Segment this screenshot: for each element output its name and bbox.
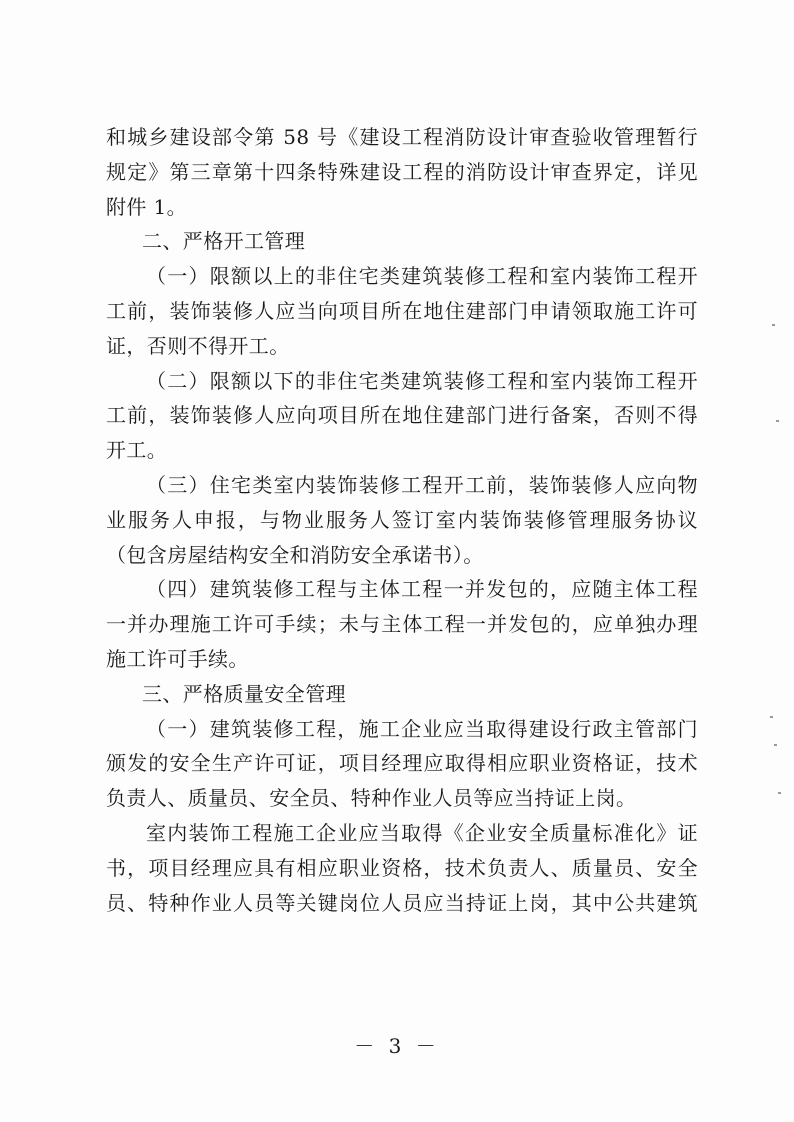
- text-line: 负责人、质量员、安全员、特种作业人员等应当持证上岗。: [106, 786, 637, 811]
- text-line: （四）建筑装修工程与主体工程一并发包的，应随主体工程: [146, 577, 698, 602]
- text-line: （三）住宅类室内装饰装修工程开工前，装饰装修人应向物: [146, 472, 698, 497]
- text-line: 证，否则不得开工。: [106, 333, 290, 358]
- text-line: 员、特种作业人员等关键岗位人员应当持证上岗，其中公共建筑: [106, 890, 698, 915]
- section-heading: 三、严格质量安全管理: [142, 681, 346, 706]
- scan-speck: [772, 324, 775, 326]
- text-line: （二）限额以下的非住宅类建筑装修工程和室内装饰工程开: [146, 368, 698, 393]
- page-number: － 3 －: [354, 1034, 440, 1058]
- body-text: [106, 120, 698, 920]
- text-line: 室内装饰工程施工企业应当取得《企业安全质量标准化》证: [146, 820, 698, 845]
- text-line: 和城乡建设部令第 58 号《建设工程消防设计审查验收管理暂行: [106, 125, 698, 149]
- text-line: 颁发的安全生产许可证，项目经理应取得相应职业资格证，技术: [106, 751, 698, 776]
- text-line: 规定》第三章第十四条特殊建设工程的消防设计审查界定，详见: [106, 159, 698, 184]
- scan-speck: [776, 420, 779, 422]
- text-line: 业服务人申报，与物业服务人签订室内装饰装修管理服务协议: [106, 507, 698, 532]
- scan-speck: [774, 744, 777, 746]
- text-line: 开工。: [106, 438, 168, 463]
- text-line: 工前，装饰装修人应向项目所在地住建部门进行备案，否则不得: [106, 403, 698, 428]
- text-line: （一）限额以上的非住宅类建筑装修工程和室内装饰工程开: [146, 264, 698, 289]
- scan-speck: [778, 792, 781, 794]
- section-heading: 二、严格开工管理: [142, 229, 306, 254]
- text-line: （一）建筑装修工程，施工企业应当取得建设行政主管部门: [146, 716, 698, 741]
- text-line: 书，项目经理应具有相应职业资格，技术负责人、质量员、安全: [106, 855, 698, 880]
- scan-speck: [770, 716, 773, 718]
- text-line: （包含房屋结构安全和消防安全承诺书）。: [106, 542, 484, 567]
- text-line: 施工许可手续。: [106, 646, 249, 671]
- text-line: 工前，装饰装修人应当向项目所在地住建部门申请领取施工许可: [106, 298, 698, 323]
- text-line: 一并办理施工许可手续；未与主体工程一并发包的，应单独办理: [106, 612, 698, 637]
- text-line: 附件 1。: [106, 194, 188, 219]
